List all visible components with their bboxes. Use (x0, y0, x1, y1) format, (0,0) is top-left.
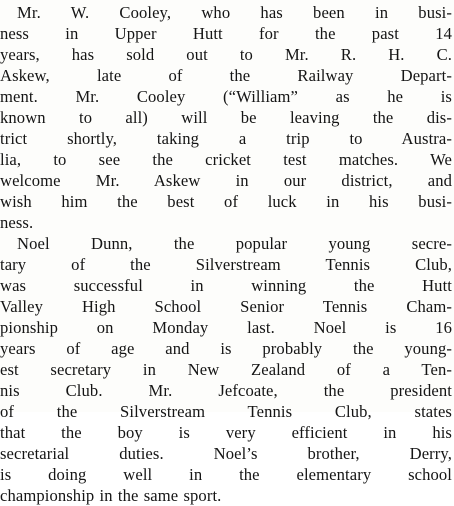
text-line: pionship on Monday last. Noel is 16 (0, 318, 452, 337)
text-line: secretarial duties. Noel’s brother, Derry, (0, 444, 452, 463)
text-line: years of age and is probably the young- (0, 339, 452, 358)
text-line: years, has sold out to Mr. R. H. C. (0, 45, 452, 64)
text-line: nis Club. Mr. Jefcoate, the president (0, 381, 452, 400)
text-line: is doing well in the elementary school (0, 465, 452, 484)
text-line: Valley High School Senior Tennis Cham- (0, 297, 452, 316)
text-line: that the boy is very efficient in his (0, 423, 452, 442)
text-line: Noel Dunn, the popular young secre- (17, 234, 452, 253)
text-line: est secretary in New Zealand of a Ten- (0, 360, 452, 379)
text-line: Askew, late of the Railway Depart- (0, 66, 452, 85)
text-line: ness in Upper Hutt for the past 14 (0, 24, 452, 43)
text-line: lia, to see the cricket test matches. We (0, 150, 452, 169)
text-line: ment. Mr. Cooley (“William” as he is (0, 87, 452, 106)
text-line: ness. (0, 213, 34, 232)
text-line: tary of the Silverstream Tennis Club, (0, 255, 452, 274)
text-line: was successful in winning the Hutt (0, 276, 452, 295)
text-line: championship in the same sport. (0, 486, 222, 505)
text-line: known to all) will be leaving the dis- (0, 108, 452, 127)
text-line: welcome Mr. Askew in our district, and (0, 171, 452, 190)
text-line: trict shortly, taking a trip to Austra- (0, 129, 452, 148)
text-line: wish him the best of luck in his busi- (0, 192, 452, 211)
text-line: Mr. W. Cooley, who has been in busi- (17, 3, 452, 22)
text-line: of the Silverstream Tennis Club, states (0, 402, 452, 421)
